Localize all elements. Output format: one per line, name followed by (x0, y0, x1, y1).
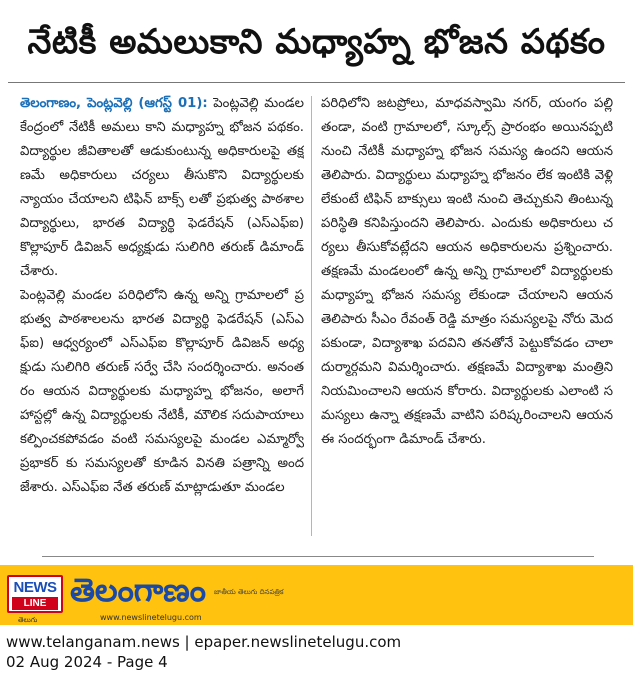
article-column-right (321, 92, 613, 544)
telanganam-tagline: జాతీయ తెలుగు దినపత్రిక (214, 588, 284, 596)
article-dateline: తెలంగాణం, పెంట్లవెల్లి (ఆగస్ట్ 01): (20, 96, 208, 111)
banner-site-url: www.newslinetelugu.com (100, 613, 202, 622)
headline-rule (8, 82, 625, 83)
article-paragraph (20, 92, 304, 284)
article-end-rule (42, 556, 594, 557)
telanganam-logo: తెలంగాణం (70, 571, 206, 609)
article-paragraph-text: పెంట్లవెల్లి మండల కేంద్రంలో నేటికీ అమలు కాని మధ్యాహ్న భోజన పథకం. విద్యార్థుల జీవితాలతో ఆడుకుంటున్న అధికారులపై తక్షణమే అధికారులు చర్యలు తీసుకొని విద్యార్థులకు న్యాయం చేయాలని టిఫిన్ బాక్స్ లతో ప్రభుత్వ పాఠశాల విద్యార్థులు, భారత విద్యార్థి ఫెడరేషన్ (ఎస్ఎఫ్ఐ) కొల్లాపూర్ డివిజన్ అధ్యక్షుడు సులిగిరి తరుణ్ డిమాండ్ చేశారు. (20, 96, 304, 279)
publisher-banner (0, 565, 633, 625)
newsline-logo-bottom: LINE (12, 597, 58, 610)
article-headline: నేటికీ అమలుకాని మధ్యాహ్న భోజన పథకం (27, 22, 606, 62)
article-paragraph: పరిధిలోని జటప్రోలు, మాధవస్వామి నగర్, యంగం పల్లి తండా, వంటి గ్రామాలలో, స్కూల్స్ ప్రారంభం అయినప్పటి నుంచి నేటికీ మధ్యాహ్న భోజన సమస్య ఉందని ఆయన తెలిపారు. విద్యార్థులు మధ్యాహ్న భోజనం లేక ఇంటికి వెళ్లి లేకుంటే టిఫిన్ బాక్సులు ఇంటి నుంచి తెచ్చుకుని తింటున్న పరిస్థితి కనిపిస్తుందని తెలిపారు. ఎందుకు అధికారులు చర్యలు తీసుకోవట్లేదని ఆయన అధికారులను ప్రశ్నించారు. తక్షణమే మండలంలో ఉన్న అన్ని గ్రామాలలో విద్యార్థులకు మధ్యాహ్న భోజన సమస్య లేకుండా చేయాలని ఆయన తెలిపారు సీఎం రేవంత్ రెడ్డి మాత్రం సమస్యలపై నోరు మెదపకుండా, విద్యాశాఖ పదవిని తనతోనే పెట్టుకోవడం చాలా దుర్మార్గమని విమర్శించారు. తక్షణమే విద్యాశాఖ మంత్రిని నియమించాలని ఆయన కోరారు. విద్యార్థులకు ఎలాంటి సమస్యలు ఉన్నా తక్షణమే వాటిని పరిష్కరించాలని ఆయన ఈ సందర్భంగా డిమాండ్ చేశారు. (321, 96, 613, 447)
newsline-logo-top: NEWS (13, 579, 57, 596)
footer-urls: www.telanganam.news | epaper.newslinetelugu.com (6, 633, 402, 651)
article-column-left (20, 92, 304, 544)
column-divider (311, 96, 312, 536)
article-paragraph: పెంట్లవెల్లి మండల పరిధిలోని ఉన్న అన్ని గ్రామాలలో ప్రభుత్వ పాఠశాలలను భారత విద్యార్థి ఫెడరేషన్ (ఎస్ఎఫ్ఐ) ఆధ్వర్యంలో ఎస్ఎఫ్ఐ కొల్లాపూర్ డివిజన్ అధ్యక్షుడు సులిగిరి తరుణ్ సర్వే చేసి సందర్శించారు. అనంతరం ఆయన విద్యార్థులకు మధ్యాహ్న భోజనం, అలాగే హాస్టల్లో ఉన్న విద్యార్థులకు నేటికీ, మౌలిక సదుపాయాలు కల్పించకపోవడం వంటి సమస్యలపై మండల ఎమ్మార్వో ప్రభాకర్ కు సమస్యలతో కూడిన వినతి పత్రాన్ని అందజేశారు. ఎస్ఎఫ్ఐ నేత తరుణ్ మాట్లాడుతూ మండల (20, 288, 304, 495)
footer-date-page: 02 Aug 2024 - Page 4 (6, 653, 168, 671)
newsline-logo (7, 575, 63, 613)
newsline-caption: తెలుగు (18, 616, 38, 624)
